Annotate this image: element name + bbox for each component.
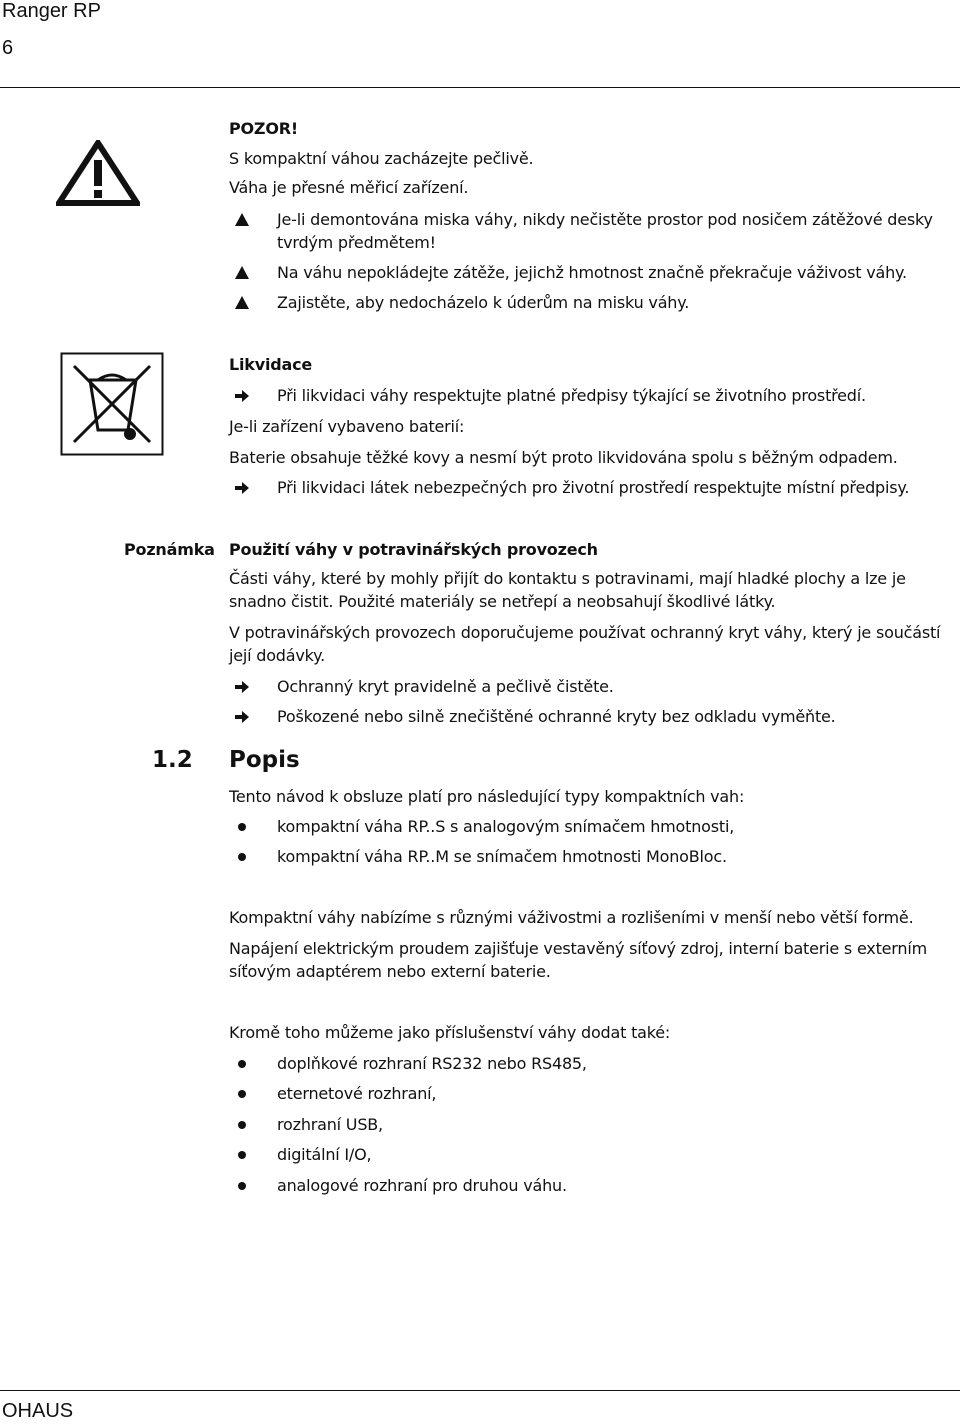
footer-rule: [0, 1390, 960, 1391]
section-number: 1.2: [152, 747, 193, 773]
accessory-item: digitální I/O,: [277, 1145, 372, 1164]
note-paragraph: Části váhy, které by mohly přijít do kontaktu s potravinami, mají hladké plochy a lze je snadno čistit. Použité materiály se netřepí a neobsahují škodlivé látky.: [229, 569, 906, 611]
section-paragraph: Kompaktní váhy nabízíme s různými váživostmi a rozlišeními v menší nebo větší formě.: [229, 908, 914, 927]
caution-bullet: Na váhu nepokládejte zátěže, jejichž hmotnost značně překračuje váživost váhy.: [277, 263, 907, 282]
battery-text: Baterie obsahuje těžké kovy a nesmí být proto likvidována spolu s běžným odpadem.: [229, 448, 898, 467]
arrow-bullet-icon: [233, 708, 251, 726]
disposal-step: Při likvidaci látek nebezpečných pro životní prostředí respektujte místní předpisy.: [277, 478, 910, 497]
dot-bullet-icon: [233, 1055, 251, 1073]
triangle-bullet-icon: [233, 293, 251, 311]
type-item: kompaktní váha RP..M se snímačem hmotnosti MonoBloc.: [277, 847, 727, 866]
warning-triangle-icon: [56, 140, 140, 206]
caution-line: S kompaktní váhou zacházejte pečlivě.: [229, 149, 534, 168]
dot-bullet-icon: [233, 1177, 251, 1195]
arrow-bullet-icon: [233, 678, 251, 696]
disposal-title: Likvidace: [229, 355, 313, 374]
dot-bullet-icon: [233, 1116, 251, 1134]
caution-bullet: Je-li demontována miska váhy, nikdy nečistěte prostor pod nosičem zátěžové desky tvrdým předmětem!: [277, 210, 933, 252]
accessory-item: eternetové rozhraní,: [277, 1084, 437, 1103]
arrow-bullet-icon: [233, 479, 251, 497]
section-intro: Tento návod k obsluze platí pro následující typy kompaktních vah:: [229, 787, 745, 806]
triangle-bullet-icon: [233, 263, 251, 281]
note-title: Použití váhy v potravinářských provozech: [229, 540, 598, 559]
note-paragraph: V potravinářských provozech doporučujeme používat ochranný kryt váhy, který je součástí její dodávky.: [229, 623, 941, 665]
note-step: Ochranný kryt pravidelně a pečlivě čistěte.: [277, 677, 614, 696]
caution-line: Váha je přesné měřicí zařízení.: [229, 178, 469, 197]
accessories-intro: Kromě toho můžeme jako příslušenství váhy dodat také:: [229, 1023, 671, 1042]
type-item: kompaktní váha RP..S s analogovým snímačem hmotnosti,: [277, 817, 735, 836]
caution-bullet: Zajistěte, aby nedocházelo k úderům na misku váhy.: [277, 293, 690, 312]
section-title: Popis: [229, 747, 300, 773]
note-step: Poškozené nebo silně znečištěné ochranné kryty bez odkladu vyměňte.: [277, 707, 836, 726]
dot-bullet-icon: [233, 818, 251, 836]
disposal-step: Při likvidaci váhy respektujte platné předpisy týkající se životního prostředí.: [277, 386, 866, 405]
accessory-item: rozhraní USB,: [277, 1115, 383, 1134]
section-paragraph: Napájení elektrickým proudem zajišťuje vestavěný síťový zdroj, interní baterie s externím síťovým adaptérem nebo externí baterie.: [229, 939, 927, 981]
dot-bullet-icon: [233, 848, 251, 866]
dot-bullet-icon: [233, 1146, 251, 1164]
battery-intro: Je-li zařízení vybaveno baterií:: [229, 417, 465, 436]
header-rule: [0, 87, 960, 88]
accessory-item: analogové rozhraní pro druhou váhu.: [277, 1176, 567, 1195]
accessory-item: doplňkové rozhraní RS232 nebo RS485,: [277, 1054, 587, 1073]
footer-brand: OHAUS: [2, 1400, 74, 1422]
dot-bullet-icon: [233, 1085, 251, 1103]
note-label: Poznámka: [124, 540, 215, 559]
caution-title: POZOR!: [229, 119, 298, 138]
page-number: 6: [2, 37, 14, 59]
crossed-bin-icon: [60, 352, 164, 456]
triangle-bullet-icon: [233, 210, 251, 228]
running-header-title: Ranger RP: [2, 0, 101, 22]
arrow-bullet-icon: [233, 387, 251, 405]
